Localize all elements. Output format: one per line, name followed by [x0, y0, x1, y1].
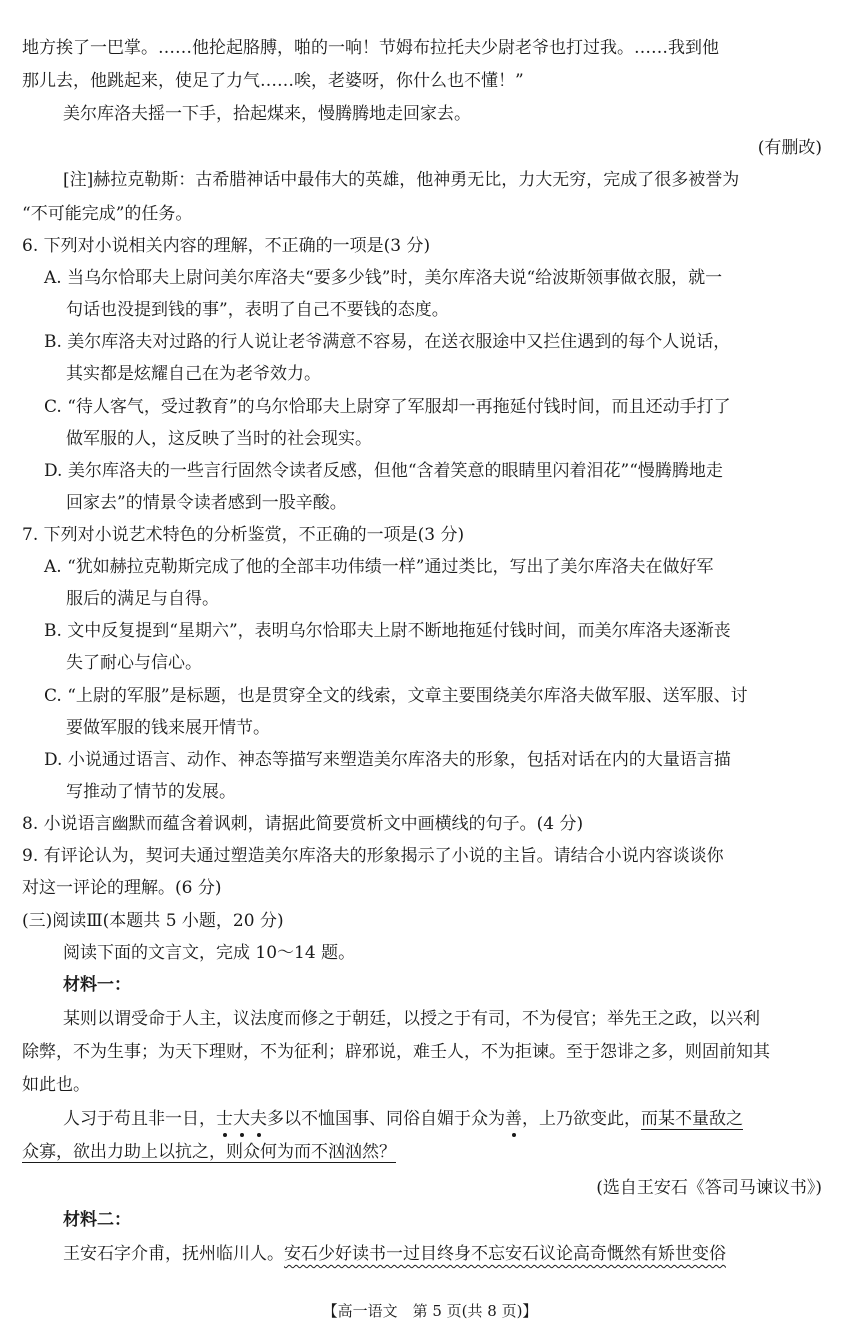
q7-option-a-cont: 服后的满足与自得。 [66, 589, 219, 609]
material-1-label: 材料一： [63, 975, 131, 995]
q6-option-b-cont: 其实都是炫耀自己在为老爷效力。 [66, 364, 321, 384]
footnote: [注]赫拉克勒斯：古希腊神话中最伟大的英雄，他神勇无比，力大无穷，完成了很多被誉为 [63, 170, 740, 190]
q6-option-b: B. 美尔库洛夫对过路的行人说让老爷满意不容易，在送衣服途中又拦住遇到的每个人说话， [44, 332, 731, 352]
text-segment: 多以不恤国事、同俗自媚于众为 [267, 1109, 505, 1129]
text-segment: 王安石字介甫，抚州临川人。 [63, 1244, 284, 1264]
classical-text-line: 如此也。 [22, 1075, 90, 1095]
classical-text-line [63, 1111, 743, 1128]
footnote: “不可能完成”的任务。 [22, 204, 193, 224]
story-line: 地方挨了一巴掌。……他抡起胳膊，啪的一响！节姆布拉托夫少尉老爷也打过我。……我到他 [22, 38, 719, 58]
underlined-sentence: 众寡，欲出力助上以抗之，则众何为而不汹汹然？ [22, 1142, 396, 1162]
question-6-stem: 6. 下列对小说相关内容的理解，不正确的一项是(3 分) [22, 236, 431, 256]
q6-option-a-cont: 句话也没提到钱的事”，表明了自己不要钱的态度。 [66, 300, 449, 320]
dotted-char: 士 [216, 1109, 233, 1129]
q7-option-a: A. “犹如赫拉克勒斯完成了他的全部丰功伟绩一样”通过类比，写出了美尔库洛夫在做好军 [44, 557, 714, 577]
wavy-underlined-sentence: 安石少好读书一过目终身不忘安石议论高奇慨然有矫世变俗 [284, 1244, 726, 1264]
source-note: (有删改) [757, 138, 822, 158]
q6-option-c: C. “待人客气，受过教育”的乌尔恰耶夫上尉穿了军服却一再拖延付钱时间，而且还动手打了 [44, 397, 731, 417]
story-line: 那儿去，他跳起来，使足了力气……唉，老婆呀，你什么也不懂！” [22, 71, 524, 91]
dotted-char: 善 [505, 1109, 522, 1129]
page-footer: 【高一语文 第 5 页(共 8 页)】 [322, 1302, 538, 1320]
dotted-char: 夫 [250, 1109, 267, 1129]
question-9-stem-cont: 对这一评论的理解。(6 分) [22, 878, 222, 898]
text-segment: ，上乃欲变此， [522, 1109, 641, 1129]
q7-option-d: D. 小说通过语言、动作、神态等描写来塑造美尔库洛夫的形象，包括对话在内的大量语言描 [44, 750, 731, 770]
classical-text-line [22, 1144, 396, 1161]
q6-option-c-cont: 做军服的人，这反映了当时的社会现实。 [66, 429, 372, 449]
q7-option-c-cont: 要做军服的钱来展开情节。 [66, 718, 270, 738]
section-heading: (三)阅读Ⅲ(本题共 5 小题，20 分) [22, 911, 284, 931]
q7-option-b-cont: 失了耐心与信心。 [66, 653, 202, 673]
question-9-stem: 9. 有评论认为，契诃夫通过塑造美尔库洛夫的形象揭示了小说的主旨。请结合小说内容谈谈你 [22, 846, 724, 866]
q6-option-d-cont: 回家去”的情景令读者感到一股辛酸。 [66, 493, 347, 513]
q6-option-a: A. 当乌尔恰耶夫上尉问美尔库洛夫“要多少钱”时，美尔库洛夫说“给波斯领事做衣服，就一 [44, 268, 723, 288]
question-8-stem: 8. 小说语言幽默而蕴含着讽刺，请据此简要赏析文中画横线的句子。(4 分) [22, 814, 584, 834]
q7-option-d-cont: 写推动了情节的发展。 [66, 782, 236, 802]
underlined-sentence: 而某不量敌之 [641, 1109, 743, 1129]
material-2-label: 材料二： [63, 1210, 131, 1230]
question-7-stem: 7. 下列对小说艺术特色的分析鉴赏，不正确的一项是(3 分) [22, 525, 465, 545]
q7-option-c: C. “上尉的军服”是标题，也是贯穿全文的线索，文章主要围绕美尔库洛夫做军服、送军服、讨 [44, 686, 748, 706]
section-intro: 阅读下面的文言文，完成 10～14 题。 [63, 943, 356, 963]
material-1-source: (选自王安石《答司马谏议书》) [596, 1178, 822, 1198]
q7-option-b: B. 文中反复提到“星期六”，表明乌尔恰耶夫上尉不断地拖延付钱时间，而美尔库洛夫逐渐丧 [44, 621, 731, 641]
classical-text-line [63, 1246, 726, 1263]
q6-option-d: D. 美尔库洛夫的一些言行固然令读者反感，但他“含着笑意的眼睛里闪着泪花”“慢腾腾地走 [44, 461, 723, 481]
classical-text-line: 某则以谓受命于人主，议法度而修之于朝廷，以授之于有司，不为侵官；举先王之政，以兴利 [63, 1009, 760, 1029]
text-segment: 人习于苟且非一日， [63, 1109, 216, 1129]
dotted-char: 大 [233, 1109, 250, 1129]
story-line: 美尔库洛夫摇一下手，拾起煤来，慢腾腾地走回家去。 [63, 104, 471, 124]
classical-text-line: 除弊，不为生事；为天下理财，不为征利；辟邪说，难壬人，不为拒谏。至于怨诽之多，则固前知其 [22, 1042, 770, 1062]
